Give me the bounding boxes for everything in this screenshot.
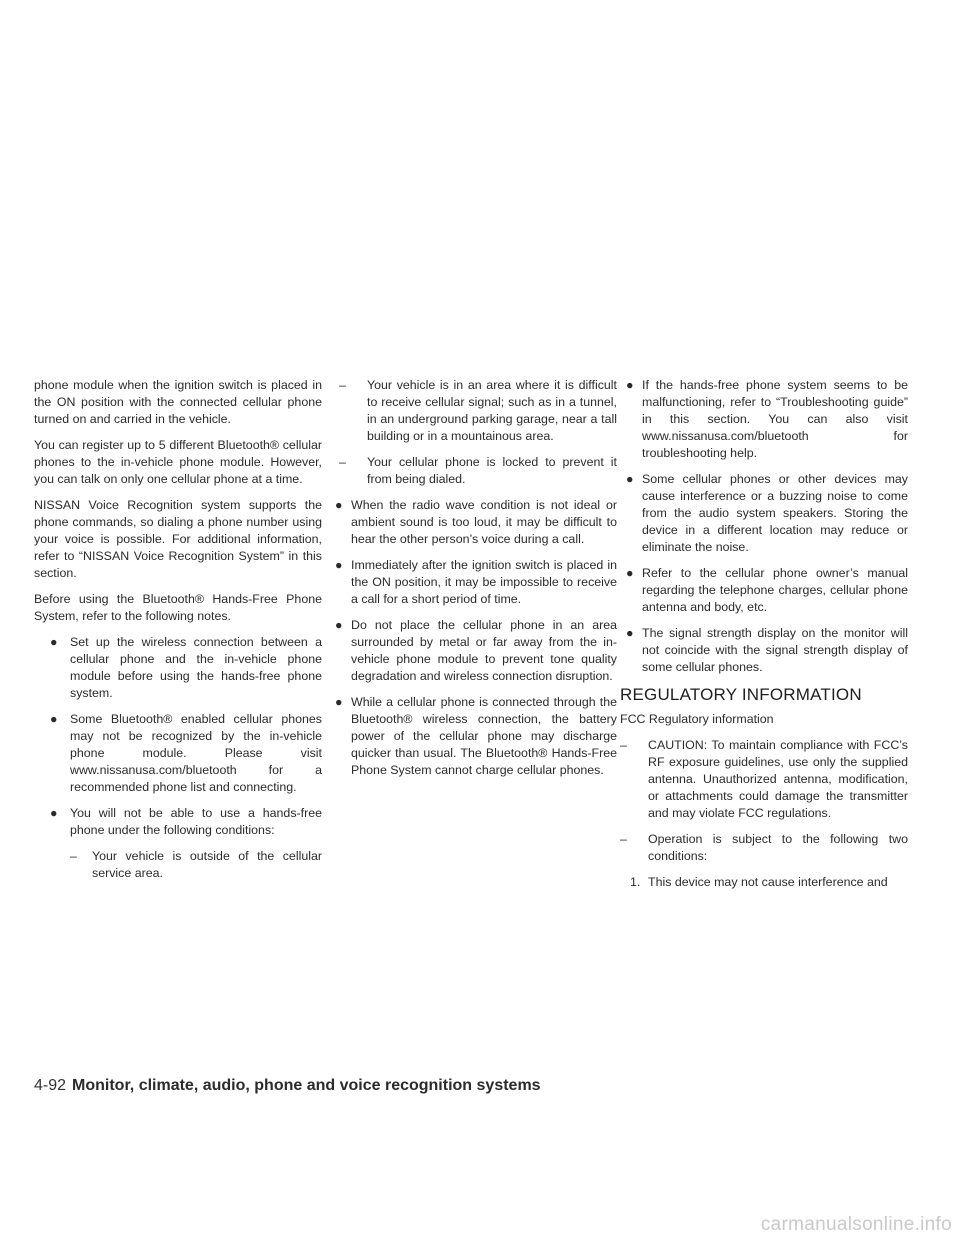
list-item-text: You will not be able to use a hands-free phone under the following conditions: [70,806,322,837]
regulatory-list [620,737,908,865]
numbered-item-text: This device may not cause interference and [648,875,888,889]
list-item-text: Your vehicle is in an area where it is difficult to receive cellular signal; such as in a tunnel, in an underground parking garage, near a tall building or in a mountainous area. [367,378,617,443]
column-3 [620,377,908,891]
list-item [48,634,322,702]
list-item-text: Do not place the cellular phone in an area surrounded by metal or far away from the in-vehicle phone module to prevent tone quality degradation and wireless connection disruption. [351,618,617,683]
list-item-text: Some cellular phones or other devices may cause interference or a buzzing noise to come from the audio system speakers. Storing the device in a different location may reduce or eliminate the noise. [642,472,908,554]
list-item-text: Refer to the cellular phone owner’s manual regarding the telephone charges, cellular phone antenna and body, etc. [642,566,908,614]
bullet-icon: ● [626,626,634,640]
list-item [329,454,617,488]
paragraph: Before using the Bluetooth® Hands-Free Phone System, refer to the following notes. [34,592,322,623]
list-item [620,471,908,556]
list-item [620,377,908,462]
numbered-item [620,874,908,891]
bullet-icon: ● [626,378,634,392]
conditions-list [329,377,617,488]
item-number: 1. [630,875,641,889]
section-heading: REGULATORY INFORMATION [620,685,862,704]
bullet-icon: ● [50,712,58,726]
subheading: FCC Regulatory information [620,712,774,726]
bullet-icon: ● [335,498,343,512]
notes-list [620,377,908,676]
list-item [329,617,617,685]
list-item-text: Immediately after the ignition switch is placed in the ON position, it may be impossible to receive a call for a short period of time. [351,558,617,606]
list-item-text: While a cellular phone is connected through the Bluetooth® wireless connection, the battery power of the cellular phone may discharge quicker than usual. The Bluetooth® Hands-Free Phone System cannot charge cellular phones. [351,695,617,777]
list-item-text: Some Bluetooth® enabled cellular phones may not be recognized by the in-vehicle phone module. Please visit www.nissanusa.com/bluetooth for a recommended phone list and connecting. [70,712,322,794]
paragraph: You can register up to 5 different Bluetooth® cellular phones to the in-vehicle phone module. However, you can talk on only one cellular phone at a time. [34,438,322,486]
list-item [329,497,617,548]
bullet-icon: ● [335,695,343,709]
list-item [620,831,908,865]
dash-icon: – [339,378,346,392]
paragraph: NISSAN Voice Recognition system supports the phone commands, so dialing a phone number using your voice is possible. For additional information, refer to “NISSAN Voice Recognition System” in this section. [34,498,322,580]
bullet-icon: ● [335,558,343,572]
notes-list [34,634,322,882]
chapter-title: Monitor, climate, audio, phone and voice recognition systems [72,1077,541,1094]
list-item [329,694,617,779]
list-item [48,805,322,882]
list-item-text: When the radio wave condition is not ideal or ambient sound is too loud, it may be difficult to hear the other person’s voice during a call. [351,498,617,546]
bullet-icon: ● [50,635,58,649]
page-number: 4-92 [34,1077,67,1094]
column-1 [34,377,322,891]
conditions-list [70,848,322,882]
list-item-text: Your vehicle is outside of the cellular service area. [92,849,322,880]
list-item-text: CAUTION: To maintain compliance with FCC’s RF exposure guidelines, use only the supplied antenna. Unauthorized antenna, modification, or attachments could damage the transmitter and may violate FCC regulations. [648,738,908,820]
list-item-text: Your cellular phone is locked to prevent it from being dialed. [367,455,617,486]
column-2 [329,377,617,788]
dash-icon: – [620,738,627,752]
list-item [329,377,617,445]
bullet-icon: ● [626,472,634,486]
list-item [620,565,908,616]
dash-icon: – [620,832,627,846]
list-item [70,848,322,882]
list-item-text: The signal strength display on the monitor will not coincide with the signal strength display of some cellular phones. [642,626,908,674]
list-item [48,711,322,796]
bullet-icon: ● [335,618,343,632]
list-item [620,737,908,822]
notes-list [329,497,617,779]
bullet-icon: ● [50,806,58,820]
list-item-text: If the hands-free phone system seems to be malfunctioning, refer to “Troubleshooting guide” in this section. You can also visit www.nissanusa.com/bluetooth for troubleshooting help. [642,378,908,460]
watermark: carmanualsonline.info [760,1214,952,1235]
list-item [329,557,617,608]
list-item-text: Operation is subject to the following two conditions: [648,832,908,863]
bullet-icon: ● [626,566,634,580]
dash-icon: – [339,455,346,469]
list-item-text: Set up the wireless connection between a cellular phone and the in-vehicle phone module before using the hands-free phone system. [70,635,322,700]
page-footer [34,1077,541,1095]
paragraph: phone module when the ignition switch is placed in the ON position with the connected cellular phone turned on and carried in the vehicle. [34,378,322,426]
dash-icon: – [70,849,77,863]
list-item [620,625,908,676]
